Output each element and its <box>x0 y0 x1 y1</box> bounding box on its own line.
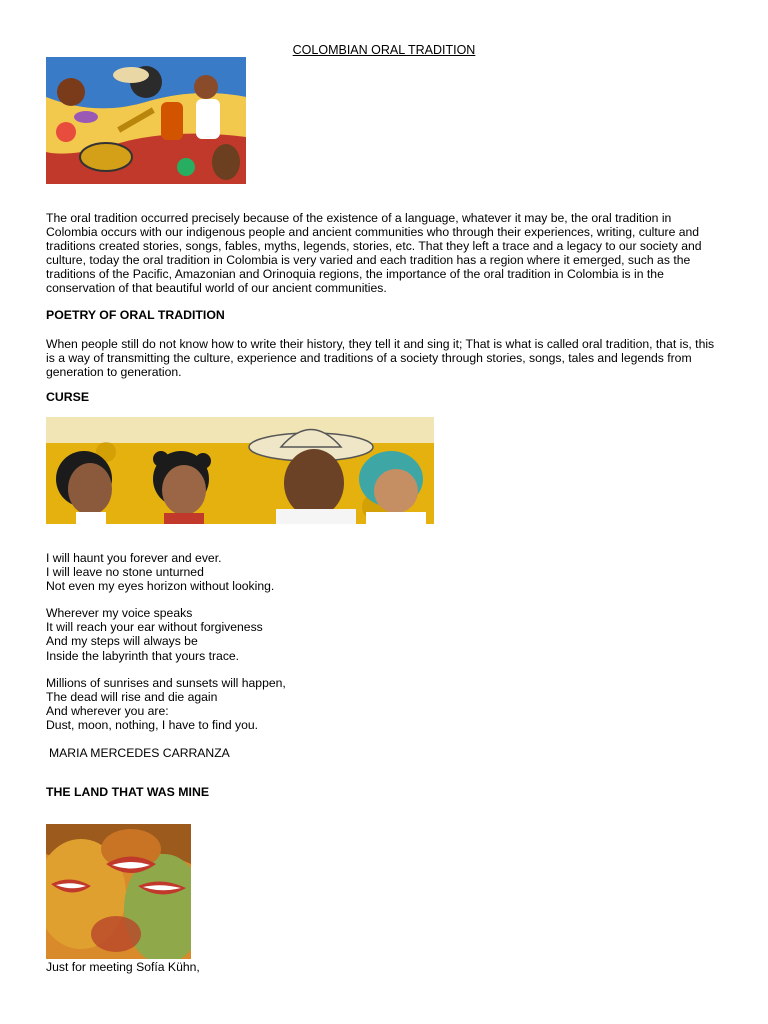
poem-line: Wherever my voice speaks <box>46 606 193 621</box>
poem-line: I will leave no stone unturned <box>46 565 204 580</box>
poem-line: It will reach your ear without forgiveness <box>46 620 263 635</box>
poem-line: Dust, moon, nothing, I have to find you. <box>46 717 259 732</box>
poem-line: And wherever you are: <box>46 703 169 718</box>
poem-heading-curse: CURSE <box>46 390 90 404</box>
poem-heading-land: THE LAND THAT WAS MINE <box>46 785 210 799</box>
poem-curse-body <box>46 551 286 745</box>
poem-stanza <box>46 676 286 732</box>
poem-line: Millions of sunrises and sunsets will happen, <box>46 675 286 690</box>
poem-stanza <box>46 606 286 662</box>
section-paragraph-poetry: When people still do not know how to write their history, they tell it and sing it; That is what is called oral tradition, that is, this is a way of transmitting the culture, experience and traditions of a society through stories, songs, tales and legends from generation to generation. <box>46 337 715 380</box>
poem-stanza <box>46 551 286 593</box>
musicians-illustration <box>46 57 246 184</box>
poem-author: MARIA MERCEDES CARRANZA <box>49 746 230 760</box>
faces-illustration <box>46 824 191 959</box>
intro-paragraph: The oral tradition occurred precisely because of the existence of a language, whatever it may be, the oral tradition in Colombia occurs with our indigenous people and ancient communities who through their experiences, writing, culture and traditions created stories, songs, fables, myths, legends, stories, etc. That they left a trace and a legacy to our society and culture, today the oral tradition in Colombia is very varied and each tradition has a region where it emerged, such as the traditions of the Pacific, Amazonian and Orinoquia regions, the importance of the oral tradition in Colombia is in the conservation of that beautiful world of our ancient communities. <box>46 211 702 296</box>
poem-line: And my steps will always be <box>46 634 198 649</box>
document-title: COLOMBIAN ORAL TRADITION <box>292 43 476 57</box>
poem-line: Not even my eyes horizon without looking. <box>46 579 275 594</box>
family-illustration <box>46 417 434 524</box>
poem-line: The dead will rise and die again <box>46 689 218 704</box>
poem-land-first-line: Just for meeting Sofía Kühn, <box>46 960 200 974</box>
section-heading-poetry: POETRY OF ORAL TRADITION <box>46 308 225 322</box>
poem-line: I will haunt you forever and ever. <box>46 551 222 565</box>
poem-line: Inside the labyrinth that yours trace. <box>46 648 240 663</box>
